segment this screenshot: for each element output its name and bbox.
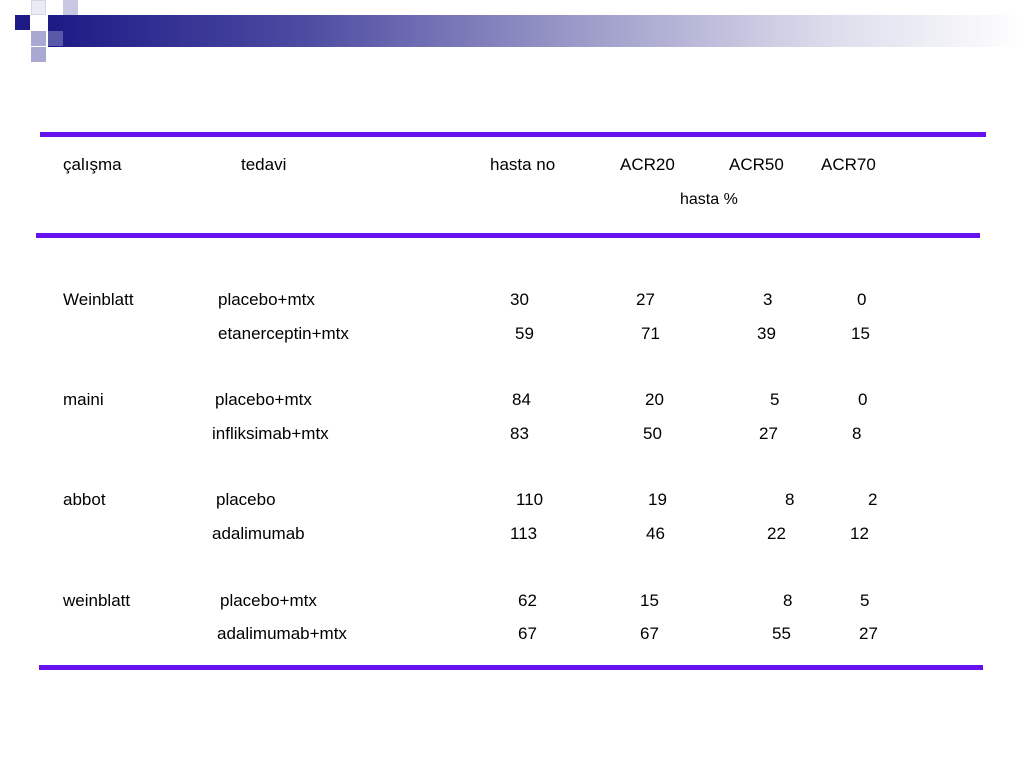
cell-treatment: etanerceptin+mtx	[218, 324, 349, 343]
decor-square	[15, 15, 30, 30]
cell-acr70: 8	[852, 424, 862, 443]
cell-acr70: 27	[859, 624, 878, 643]
decor-square	[31, 47, 46, 62]
cell-acr70: 0	[858, 390, 868, 409]
header-gradient-band	[48, 15, 1024, 47]
cell-acr70: 15	[851, 324, 870, 343]
cell-patient-no: 110	[516, 490, 544, 509]
cell-acr70: 12	[850, 524, 869, 543]
cell-treatment: placebo+mtx	[215, 390, 312, 409]
decor-square	[63, 0, 78, 15]
cell-patient-no: 113	[510, 524, 538, 543]
decor-square	[31, 31, 46, 46]
header-acr50: ACR50	[729, 155, 784, 174]
cell-acr70: 5	[860, 591, 870, 610]
cell-patient-no: 67	[518, 624, 537, 643]
cell-acr20: 15	[640, 591, 659, 610]
header-study: çalışma	[63, 155, 122, 174]
cell-acr70: 0	[857, 290, 867, 309]
cell-acr20: 27	[636, 290, 655, 309]
cell-treatment: placebo+mtx	[220, 591, 317, 610]
cell-acr20: 50	[643, 424, 662, 443]
decor-square	[31, 0, 46, 15]
decor-square	[48, 31, 63, 46]
header-patient-percent: hasta %	[680, 191, 738, 208]
cell-acr20: 67	[640, 624, 659, 643]
header-treatment: tedavi	[241, 155, 287, 174]
table-top-rule	[40, 132, 986, 137]
cell-acr50: 5	[770, 390, 780, 409]
table-header-rule	[36, 233, 980, 238]
cell-patient-no: 59	[515, 324, 534, 343]
cell-treatment: adalimumab+mtx	[217, 624, 347, 643]
cell-acr70: 2	[868, 490, 878, 509]
cell-acr50: 39	[757, 324, 776, 343]
cell-patient-no: 62	[518, 591, 537, 610]
cell-study: abbot	[63, 490, 106, 509]
cell-study: weinblatt	[63, 591, 131, 610]
cell-acr50: 55	[772, 624, 791, 643]
cell-acr20: 20	[645, 390, 664, 409]
cell-acr50: 27	[759, 424, 778, 443]
cell-acr50: 8	[783, 591, 793, 610]
cell-treatment: placebo+mtx	[218, 290, 315, 309]
cell-acr50: 3	[763, 290, 773, 309]
cell-acr20: 19	[648, 490, 667, 509]
cell-study: maini	[63, 390, 104, 409]
cell-treatment: infliksimab+mtx	[212, 424, 329, 443]
table-bottom-rule	[39, 665, 983, 670]
cell-treatment: adalimumab	[212, 524, 305, 543]
header-acr20: ACR20	[620, 155, 675, 174]
cell-acr50: 22	[767, 524, 786, 543]
cell-patient-no: 30	[510, 290, 529, 309]
cell-study: Weinblatt	[63, 290, 134, 309]
cell-acr50: 8	[785, 490, 795, 509]
cell-acr20: 71	[641, 324, 660, 343]
cell-acr20: 46	[646, 524, 665, 543]
cell-patient-no: 84	[512, 390, 531, 409]
cell-treatment: placebo	[216, 490, 276, 509]
header-patient-no: hasta no	[490, 155, 556, 174]
header-acr70: ACR70	[821, 155, 876, 174]
cell-patient-no: 83	[510, 424, 529, 443]
